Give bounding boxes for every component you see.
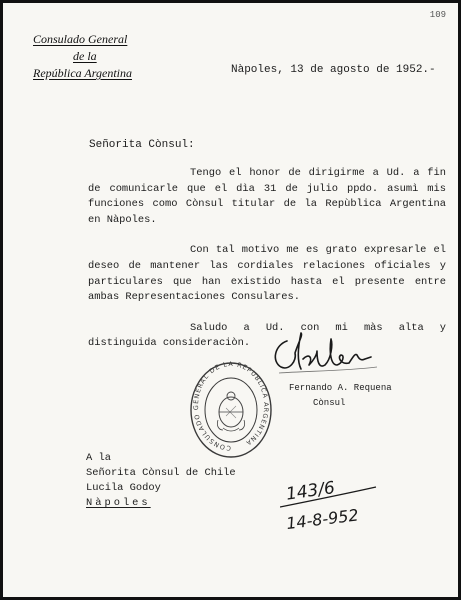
recipient-address [86,451,236,511]
handnote-line-1: 143/6 [284,478,337,505]
consulate-seal [188,360,274,460]
letterhead-line-1: Consulado General [33,32,128,46]
signatory-title: Cònsul [313,398,346,408]
handnote-line-2: 14-8-952 [285,505,360,533]
address-city: Nàpoles [86,497,151,509]
address-line-1: A la [86,452,111,464]
address-line-2: Señorita Cònsul de Chile [86,467,236,479]
body-paragraph-1: Tengo el honor de dirigirme a Ud. a fin de comunicarle que el dìa 31 de julio ppdo. asumì mis funciones como Cònsul titular de la Repùblica Argentina en Nàpoles. [88,167,446,226]
body-paragraph-3: Saludo a Ud. con mi màs alta y distinguida consideraciòn. [88,321,446,350]
handwritten-filing-note [280,471,395,533]
letterhead-line-3: República Argentina [33,66,132,80]
greeting: Señorita Cònsul: [89,139,195,151]
page-number: 109 [429,10,446,20]
svg-text:CONSULADO GENERAL DE LA REPUBL [192,360,270,452]
body-paragraph-2: Con tal motivo me es grato expresarle el deseo de mantener las cordiales relaciones oficiales y particulares que han existido hasta el presente entre ambas Representaciones Consulares. [88,244,446,304]
seal-text: CONSULADO GENERAL DE LA REPUBLICA ARGENTINA [191,360,271,453]
handwritten-signature [265,331,385,379]
letterhead [29,31,169,82]
dateline: Nàpoles, 13 de agosto de 1952.- [231,64,436,76]
signatory-name: Fernando A. Requena [289,383,392,393]
address-line-3: Lucila Godoy [86,482,161,494]
letterhead-line-2: de la [73,49,97,63]
